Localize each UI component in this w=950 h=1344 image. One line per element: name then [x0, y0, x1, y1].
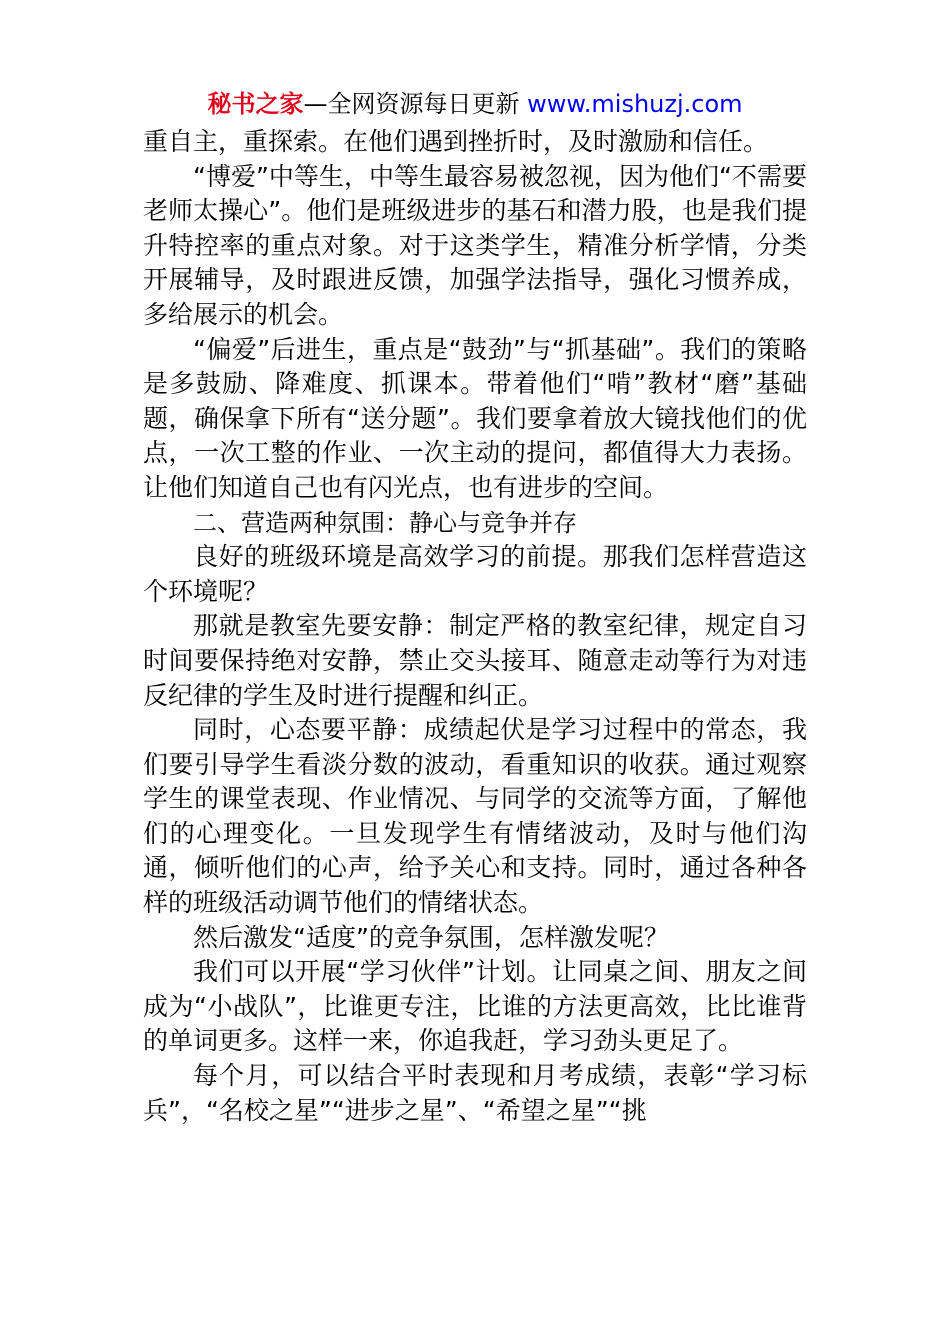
- site-brand: 秘书之家: [207, 90, 304, 118]
- paragraph-competition-question: 然后激发“适度”的竞争氛围，怎样激发呢？: [193, 922, 669, 952]
- paragraph-struggling-students: “偏爱”后进生，重点是“鼓劲”与“抓基础”。我们的策略是多鼓励、降难度、抓课本。带着他们“啃”教材“磨”基础题，确保拿下所有“送分题”。我们要拿着放大镜找他们的优点，一次工整的作业、一次主动的提问，都值得大力表扬。让他们知道自己也有闪光点，也有进步的空间。: [143, 334, 807, 502]
- page-header: [0, 88, 950, 120]
- paragraph-middle-students: “博爱”中等生，中等生最容易被忽视，因为他们“不需要老师太操心”。他们是班级进步的基石和潜力股，也是我们提升特控率的重点对象。对于这类学生，精准分析学情，分类开展辅导，及时跟进反馈，加强学法指导，强化习惯养成，多给展示的机会。: [143, 161, 807, 329]
- site-url-link[interactable]: www.mishuzj.com: [527, 90, 743, 118]
- paragraph-quiet-classroom: 那就是教室先要安静：制定严格的教室纪律，规定自习时间要保持绝对安静，禁止交头接耳、随意走动等行为对违反纪律的学生及时进行提醒和纠正。: [143, 611, 807, 710]
- section-heading: 二、营造两种氛围：静心与竞争并存: [193, 508, 577, 537]
- paragraph-continued: 重自主，重探索。在他们遇到挫折时，及时激励和信任。: [143, 127, 769, 156]
- paragraph-study-partner: 我们可以开展“学习伙伴”计划。让同桌之间、朋友之间成为“小战队”，比谁更专注，比谁的方法更高效，比比谁背的单词更多。这样一来，你追我赶，学习劲头更足了。: [143, 957, 807, 1056]
- paragraph-calm-mindset: 同时，心态要平静：成绩起伏是学习过程中的常态，我们要引导学生看淡分数的波动，看重知识的收获。通过观察学生的课堂表现、作业情况、与同学的交流等方面，了解他们的心理变化。一旦发现学生有情绪波动，及时与他们沟通，倾听他们的心声，给予关心和支持。同时，通过各种各样的班级活动调节他们的情绪状态。: [143, 715, 807, 918]
- paragraph-monthly-awards: 每个月，可以结合平时表现和月考成绩，表彰“学习标兵”，“名校之星”“进步之星”、“希望之星”“挑: [143, 1061, 807, 1125]
- paragraph-environment-intro: 良好的班级环境是高效学习的前提。那我们怎样营造这个环境呢？: [143, 542, 807, 606]
- document-body: [143, 125, 807, 1128]
- site-tagline: —全网资源每日更新: [303, 90, 528, 118]
